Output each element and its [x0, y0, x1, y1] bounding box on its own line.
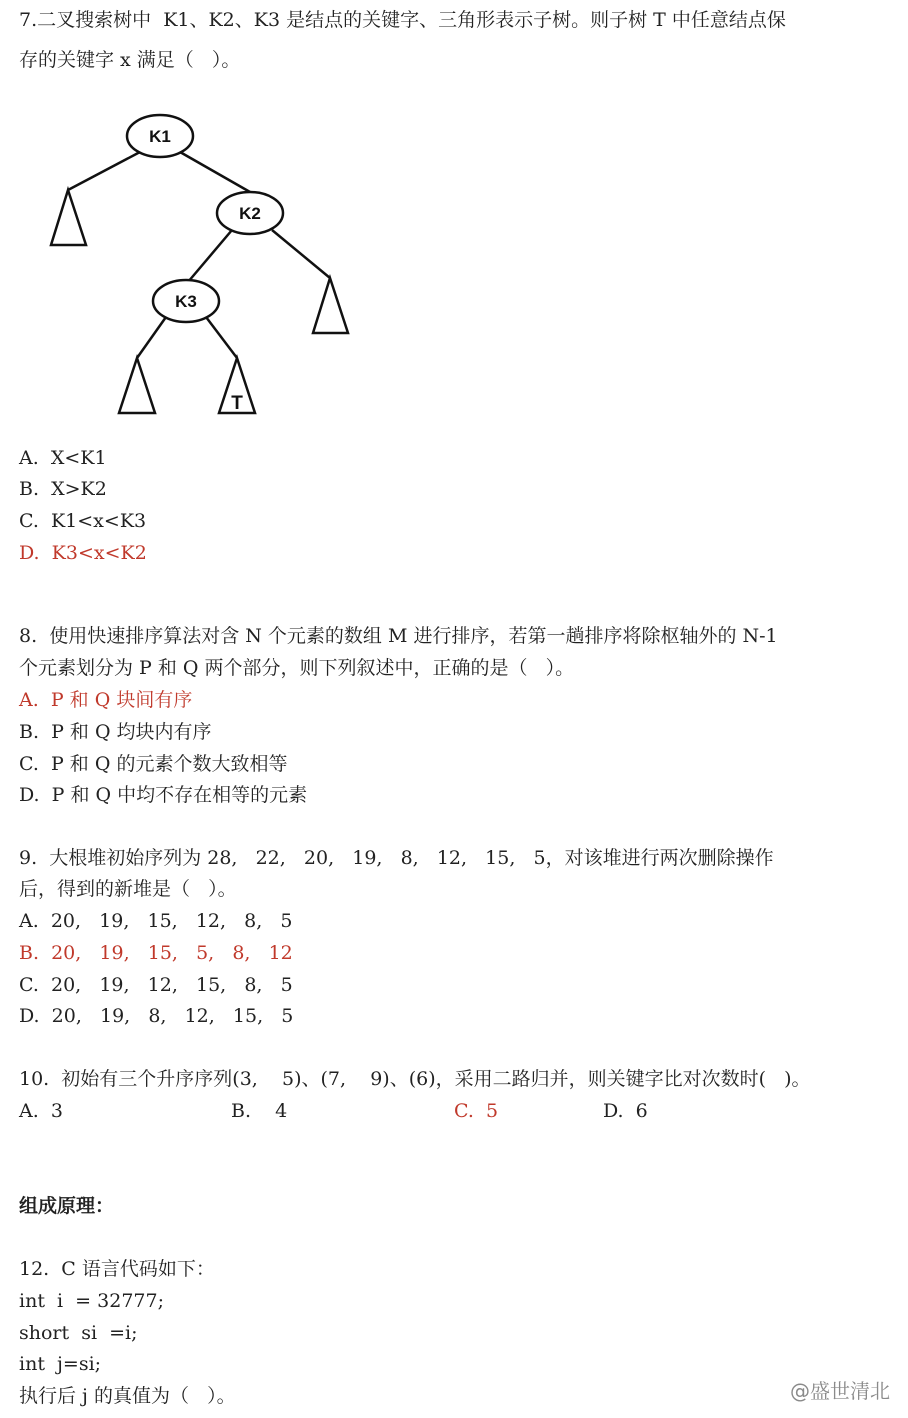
- q9-option-c: C. 20, 19, 12, 15, 8, 5: [19, 974, 293, 996]
- node-k1-label: K1: [149, 127, 171, 146]
- q7-option-a: A. X<K1: [19, 447, 107, 469]
- q9-stem-line1: 9. 大根堆初始序列为 28, 22, 20, 19, 8, 12, 15, 5，对该堆进行两次删除操作: [19, 847, 774, 869]
- section-heading: 组成原理：: [19, 1195, 115, 1217]
- q12-code-line2: short si =i;: [19, 1322, 138, 1344]
- node-k2-label: K2: [239, 204, 261, 223]
- q10-option-c-answer: C. 5: [454, 1100, 499, 1122]
- q8-option-c: C. P 和 Q 的元素个数大致相等: [19, 753, 288, 775]
- q12-code-line3: int j=si;: [19, 1353, 102, 1375]
- edge-k2-k3: [188, 230, 232, 282]
- q8-option-a-answer: A. P 和 Q 块间有序: [19, 689, 193, 711]
- q9-option-d: D. 20, 19, 8, 12, 15, 5: [19, 1005, 294, 1027]
- subtree-left-k3: [119, 358, 155, 413]
- q7-stem-line2: 存的关键字 x 满足（ ）。: [19, 49, 241, 71]
- q9-option-b-answer: B. 20, 19, 15, 5, 8, 12: [19, 942, 293, 964]
- q9-option-a: A. 20, 19, 15, 12, 8, 5: [19, 910, 293, 932]
- edge-k2-right: [272, 230, 330, 278]
- bst-diagram: [0, 0, 908, 440]
- q10-option-d: D. 6: [603, 1100, 648, 1122]
- q12-code-line1: int i = 32777;: [19, 1290, 164, 1312]
- subtree-right-k2: [313, 278, 348, 333]
- edge-k1-k2: [180, 152, 250, 192]
- watermark: @盛世清北: [790, 1379, 890, 1403]
- q12-tail: 执行后 j 的真值为（ ）。: [19, 1385, 236, 1407]
- q12-stem: 12. C 语言代码如下：: [19, 1258, 215, 1280]
- q10-stem: 10. 初始有三个升序序列(3, 5)、(7, 9)、(6)，采用二路归并，则关键字比对次数时( )。: [19, 1068, 811, 1090]
- q8-stem-line1: 8. 使用快速排序算法对含 N 个元素的数组 M 进行排序，若第一趟排序将除枢轴外的 N-1: [19, 625, 778, 647]
- q9-stem-line2: 后，得到的新堆是（ ）。: [19, 878, 237, 900]
- node-k3-label: K3: [175, 292, 197, 311]
- q7-option-b: B. X>K2: [19, 478, 107, 500]
- q7-option-c: C. K1<x<K3: [19, 510, 147, 532]
- q7-stem-line1: 7.二叉搜索树中 K1、K2、K3 是结点的关键字、三角形表示子树。则子树 T 中任意结点保: [19, 9, 786, 31]
- q8-stem-line2: 个元素划分为 P 和 Q 两个部分，则下列叙述中，正确的是（ ）。: [19, 657, 575, 679]
- q8-option-b: B. P 和 Q 均块内有序: [19, 721, 212, 743]
- edge-k1-left: [68, 152, 140, 190]
- q10-option-a: A. 3: [19, 1100, 63, 1122]
- edge-k3-left: [137, 317, 166, 358]
- subtree-left-k1: [51, 190, 86, 245]
- q10-option-b: B. 4: [231, 1100, 288, 1122]
- edge-k3-t: [206, 317, 237, 358]
- subtree-t-label: T: [231, 393, 243, 414]
- q8-option-d: D. P 和 Q 中均不存在相等的元素: [19, 784, 308, 806]
- q7-option-d-answer: D. K3<x<K2: [19, 542, 147, 564]
